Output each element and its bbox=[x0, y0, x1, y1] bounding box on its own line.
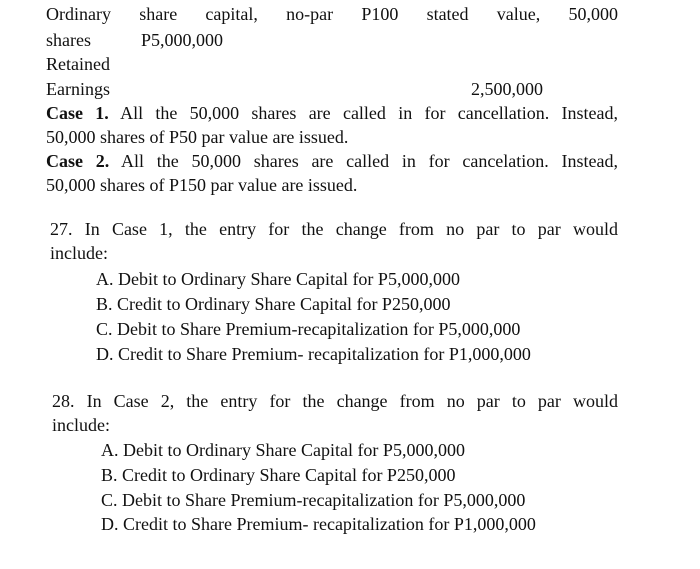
question-28-option-a: A. Debit to Ordinary Share Capital for P5,000,000 bbox=[101, 440, 465, 460]
question-27-stem-a: 27. In Case 1, the entry for the change from no par to par would bbox=[50, 219, 618, 239]
case-2-line-b: 50,000 shares of P150 par value are issued. bbox=[46, 175, 358, 195]
question-28-option-d: D. Credit to Share Premium- recapitalization for P1,000,000 bbox=[101, 514, 536, 534]
header-line-earnings-amount: 2,500,000 bbox=[471, 79, 543, 99]
case-2-label: Case 2. bbox=[46, 151, 110, 171]
question-27-option-a: A. Debit to Ordinary Share Capital for P5,000,000 bbox=[96, 269, 460, 289]
case-2-text-a: All the 50,000 shares are called in for cancelation. Instead, bbox=[109, 151, 619, 171]
case-1-text-a: All the 50,000 shares are called in for cancellation. Instead, bbox=[108, 103, 618, 123]
question-27-option-d: D. Credit to Share Premium- recapitalization for P1,000,000 bbox=[96, 344, 531, 364]
header-line-2-amount: P5,000,000 bbox=[141, 30, 224, 50]
header-line-2-shares: shares bbox=[46, 30, 91, 50]
header-line-retained: Retained bbox=[46, 54, 110, 74]
case-2-line-a bbox=[46, 149, 618, 173]
question-28-stem-b: include: bbox=[52, 415, 110, 435]
case-1-line-a bbox=[46, 101, 618, 125]
header-line-1: Ordinary share capital, no-par P100 stated value, 50,000 bbox=[46, 4, 618, 24]
case-1-line-b: 50,000 shares of P50 par value are issued. bbox=[46, 127, 349, 147]
question-28-option-b: B. Credit to Ordinary Share Capital for P250,000 bbox=[101, 465, 456, 485]
question-27-option-c: C. Debit to Share Premium-recapitalization for P5,000,000 bbox=[96, 319, 521, 339]
question-27-option-b: B. Credit to Ordinary Share Capital for P250,000 bbox=[96, 294, 451, 314]
question-27-stem-b: include: bbox=[50, 243, 108, 263]
question-28-option-c: C. Debit to Share Premium-recapitalization for P5,000,000 bbox=[101, 490, 526, 510]
case-1-label: Case 1. bbox=[46, 103, 109, 123]
header-line-earnings: Earnings bbox=[46, 79, 110, 99]
question-28-stem-a: 28. In Case 2, the entry for the change from no par to par would bbox=[52, 391, 618, 411]
